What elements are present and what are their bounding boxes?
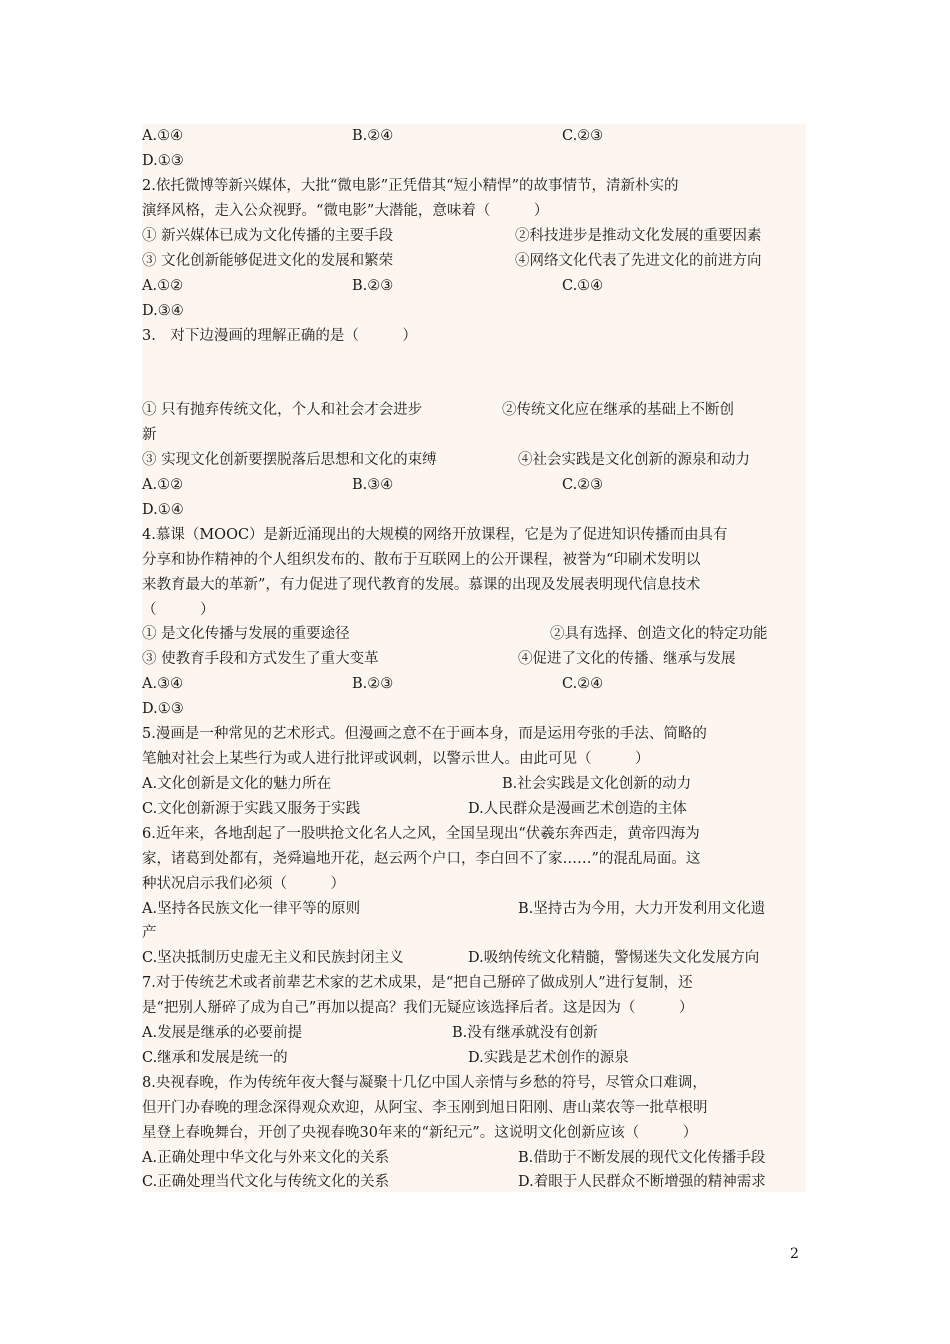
q1-option-c[interactable]: C.②③	[562, 128, 604, 144]
q2-statement-4: ④网络文化代表了先进文化的前进方向	[515, 253, 762, 269]
q6-stem-line-2: 家，诸葛到处都有，尧舜遍地开花，赵云两个户口，李白回不了家……”的混乱局面。这	[142, 851, 701, 867]
q4-option-a[interactable]: A.③④	[142, 676, 184, 692]
q8-stem-line-1: 8.央视春晚，作为传统年夜大餐与凝聚十几亿中国人亲情与乡愁的符号，尽管众口难调，	[142, 1075, 707, 1091]
q7-option-a[interactable]: A.发展是继承的必要前提	[142, 1025, 303, 1041]
q4-option-d[interactable]: D.①③	[142, 701, 184, 717]
q7-option-d[interactable]: D.实践是艺术创作的源泉	[468, 1050, 629, 1066]
q4-stem-line-4: （ ）	[142, 602, 215, 618]
q6-option-c[interactable]: C.坚决抵制历史虚无主义和民族封闭主义	[142, 950, 404, 966]
q1-option-d[interactable]: D.①③	[142, 153, 184, 169]
q8-option-d[interactable]: D.着眼于人民群众不断增强的精神需求	[518, 1174, 766, 1190]
q2-stem-line-1: 2.依托微博等新兴媒体，大批“微电影”正凭借其“短小精悍”的故事情节，清新朴实的	[142, 178, 679, 194]
q3-statement-2: ②传统文化应在继承的基础上不断创	[502, 402, 734, 418]
q4-statement-4: ④促进了文化的传播、继承与发展	[518, 651, 736, 667]
q1-option-b[interactable]: B.②④	[352, 128, 394, 144]
q8-stem-line-2: 但开门办春晚的理念深得观众欢迎，从阿宝、李玉刚到旭日阳刚、唐山菜农等一批草根明	[142, 1100, 708, 1116]
q3-stem: 3. 对下边漫画的理解正确的是（ ）	[142, 328, 417, 344]
q7-stem-line-1: 7.对于传统艺术或者前辈艺术家的艺术成果，是“把自己掰碎了做成别人”进行复制，还	[142, 975, 693, 991]
q8-stem-line-3: 星登上春晚舞台，开创了央视春晚30年来的“新纪元”。这说明文化创新应该（ ）	[142, 1125, 698, 1141]
q4-statement-3: ③ 使教育手段和方式发生了重大变革	[142, 651, 379, 667]
q1-option-a[interactable]: A.①④	[142, 128, 184, 144]
q3-statement-1: ① 只有抛弃传统文化，个人和社会才会进步	[142, 402, 423, 418]
q6-stem-line-3: 种状况启示我们必须（ ）	[142, 876, 345, 892]
q3-option-b[interactable]: B.③④	[352, 477, 394, 493]
q3-statement-2-continued: 新	[142, 427, 157, 443]
q4-stem-line-2: 分享和协作精神的个人组织发布的、散布于互联网上的公开课程，被誉为“印刷术发明以	[142, 552, 701, 568]
q8-option-c[interactable]: C.正确处理当代文化与传统文化的关系	[142, 1174, 390, 1190]
q2-option-b[interactable]: B.②③	[352, 278, 394, 294]
q7-option-c[interactable]: C.继承和发展是统一的	[142, 1050, 288, 1066]
q2-statement-1: ① 新兴媒体已成为文化传播的主要手段	[142, 228, 394, 244]
q8-option-a[interactable]: A.正确处理中华文化与外来文化的关系	[142, 1150, 390, 1166]
q3-option-d[interactable]: D.①④	[142, 502, 184, 518]
q3-option-c[interactable]: C.②③	[562, 477, 604, 493]
q5-option-b[interactable]: B.社会实践是文化创新的动力	[502, 776, 692, 792]
page-number: 2	[790, 1246, 799, 1262]
q4-option-c[interactable]: C.②④	[562, 676, 604, 692]
q3-option-a[interactable]: A.①②	[142, 477, 184, 493]
q2-stem-line-2: 演绎风格，走入公众视野。“微电影”大潜能，意味着（ ）	[142, 203, 549, 219]
q6-option-b[interactable]: B.坚持古为今用，大力开发利用文化遗	[518, 901, 766, 917]
q4-statement-2: ②具有选择、创造文化的特定功能	[550, 626, 768, 642]
q6-option-d[interactable]: D.吸纳传统文化精髓，警惕迷失文化发展方向	[468, 950, 760, 966]
q7-option-b[interactable]: B.没有继承就没有创新	[452, 1025, 598, 1041]
q3-statement-4: ④社会实践是文化创新的源泉和动力	[518, 452, 750, 468]
q2-statement-2: ②科技进步是推动文化发展的重要因素	[515, 228, 762, 244]
q2-statement-3: ③ 文化创新能够促进文化的发展和繁荣	[142, 253, 394, 269]
q4-stem-line-1: 4.慕课（MOOC）是新近涌现出的大规模的网络开放课程，它是为了促进知识传播而由具有	[142, 527, 728, 543]
q5-stem-line-2: 笔触对社会上某些行为或人进行批评或讽刺，以警示世人。由此可见（ ）	[142, 751, 650, 767]
q3-statement-3: ③ 实现文化创新要摆脱落后思想和文化的束缚	[142, 452, 437, 468]
q8-option-b[interactable]: B.借助于不断发展的现代文化传播手段	[518, 1150, 766, 1166]
q6-option-a[interactable]: A.坚持各民族文化一律平等的原则	[142, 901, 361, 917]
q4-stem-line-3: 来教育最大的革新”，有力促进了现代教育的发展。慕课的出现及发展表明现代信息技术	[142, 577, 701, 593]
q2-option-c[interactable]: C.①④	[562, 278, 604, 294]
q6-option-b-continued: 产	[142, 925, 157, 941]
q5-option-a[interactable]: A.文化创新是文化的魅力所在	[142, 776, 332, 792]
q2-option-d[interactable]: D.③④	[142, 303, 184, 319]
q5-stem-line-1: 5.漫画是一种常见的艺术形式。但漫画之意不在于画本身，而是运用夸张的手法、简略的	[142, 726, 707, 742]
q2-option-a[interactable]: A.①②	[142, 278, 184, 294]
q7-stem-line-2: 是“把别人掰碎了成为自己”再加以提高？我们无疑应该选择后者。这是因为（ ）	[142, 1000, 694, 1016]
q4-option-b[interactable]: B.②③	[352, 676, 394, 692]
q4-statement-1: ① 是文化传播与发展的重要途径	[142, 626, 350, 642]
q5-option-c[interactable]: C.文化创新源于实践又服务于实践	[142, 801, 361, 817]
q5-option-d[interactable]: D.人民群众是漫画艺术创造的主体	[468, 801, 687, 817]
q6-stem-line-1: 6.近年来，各地刮起了一股哄抢文化名人之风，全国呈现出“伏羲东奔西走，黄帝四海为	[142, 826, 700, 842]
